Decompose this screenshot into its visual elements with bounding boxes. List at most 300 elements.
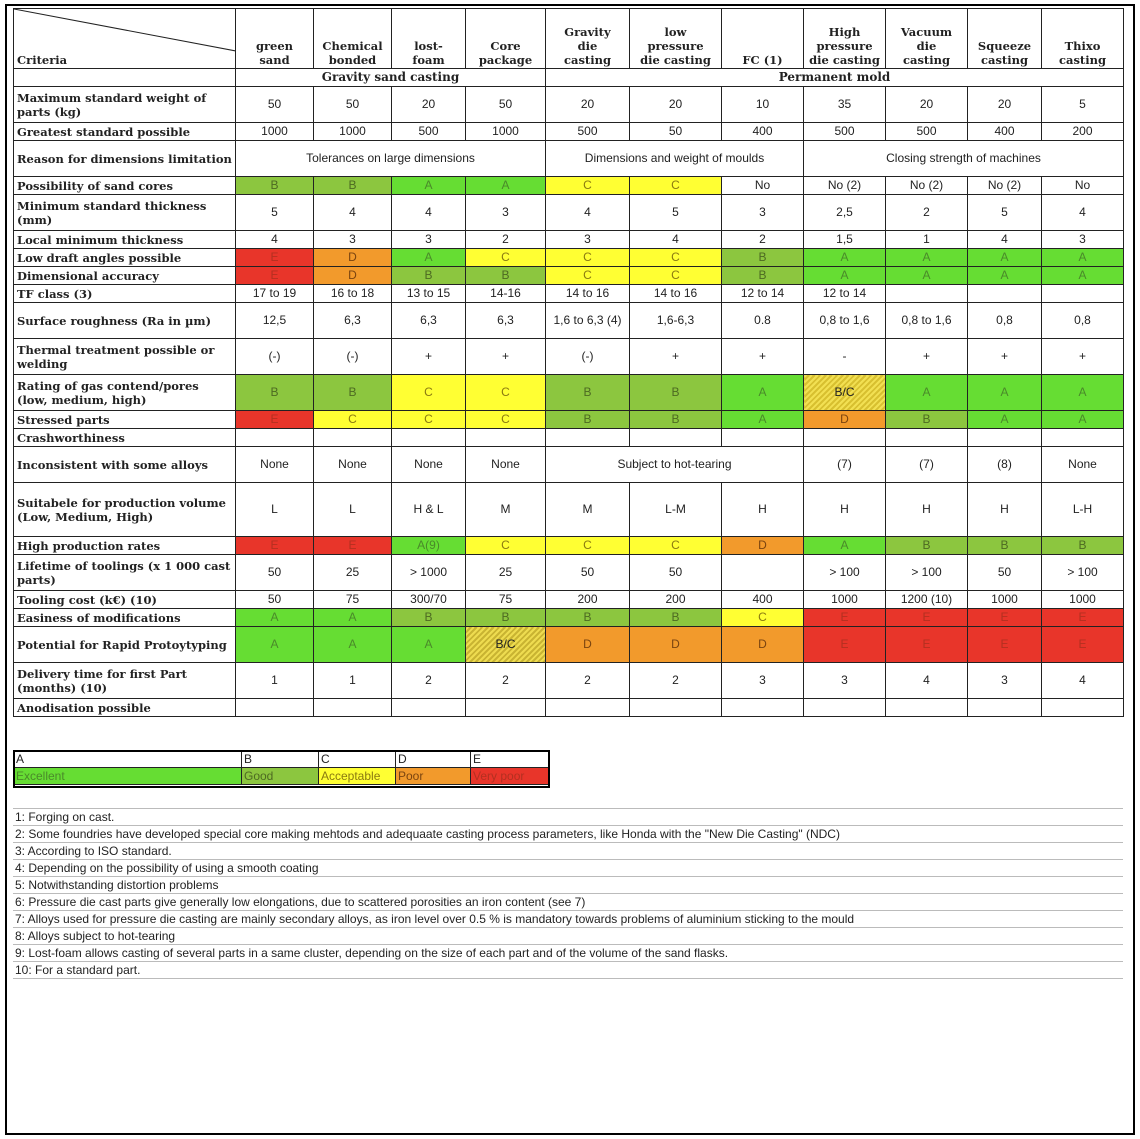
criteria-header [14, 9, 236, 69]
table-row [14, 555, 1124, 591]
value-cell: 4 [314, 195, 392, 231]
value-cell: C [630, 249, 722, 267]
value-cell: B [314, 375, 392, 411]
value-cell: D [804, 411, 886, 429]
table-row [14, 87, 1124, 123]
value-cell: 1000 [314, 123, 392, 141]
value-cell: No [722, 177, 804, 195]
criteria-cell: Maximum standard weight of parts (kg) [14, 87, 236, 123]
column-header-line: Gravity [564, 25, 611, 39]
value-cell: + [722, 339, 804, 375]
value-cell [630, 699, 722, 717]
value-cell: Subject to hot-tearing [546, 447, 804, 483]
criteria-cell: Surface roughness (Ra in µm) [14, 303, 236, 339]
criteria-cell: Reason for dimensions limitation [14, 141, 236, 177]
value-cell: C [392, 375, 466, 411]
value-cell: H [886, 483, 968, 537]
value-cell: 500 [392, 123, 466, 141]
column-header-line: High [828, 25, 861, 39]
column-header-line: Vacuum [900, 25, 953, 39]
value-cell: 3 [466, 195, 546, 231]
legend-label: Good [242, 768, 319, 785]
value-cell: 50 [630, 555, 722, 591]
table-row [14, 537, 1124, 555]
table-row [14, 663, 1124, 699]
value-cell: 13 to 15 [392, 285, 466, 303]
value-cell: 400 [722, 123, 804, 141]
legend-label: Excellent [14, 768, 242, 785]
value-cell: B [236, 375, 314, 411]
column-header-line: casting [563, 53, 611, 67]
value-cell: 12 to 14 [804, 285, 886, 303]
value-cell: H & L [392, 483, 466, 537]
legend-letter: C [319, 751, 396, 768]
column-header-line: Core [490, 39, 521, 53]
value-cell: E [1042, 609, 1124, 627]
value-cell: 1000 [466, 123, 546, 141]
value-cell: A [392, 177, 466, 195]
value-cell: (-) [314, 339, 392, 375]
value-cell: Tolerances on large dimensions [236, 141, 546, 177]
footnotes [13, 808, 1123, 979]
criteria-cell: Greatest standard possible [14, 123, 236, 141]
footnote-text: 8: Alloys subject to hot-tearing [13, 928, 1123, 945]
value-cell [1042, 699, 1124, 717]
column-header-2 [392, 9, 466, 69]
value-cell [804, 429, 886, 447]
value-cell: A [968, 267, 1042, 285]
value-cell: > 1000 [392, 555, 466, 591]
criteria-cell: Suitabele for production volume (Low, Medium, High) [14, 483, 236, 537]
value-cell: 400 [722, 591, 804, 609]
value-cell [968, 699, 1042, 717]
value-cell: B [968, 537, 1042, 555]
value-cell: 2 [392, 663, 466, 699]
criteria-cell: Crashworthiness [14, 429, 236, 447]
value-cell: (8) [968, 447, 1042, 483]
value-cell: > 100 [886, 555, 968, 591]
table-body [14, 87, 1124, 717]
value-cell: 16 to 18 [314, 285, 392, 303]
value-cell: L-M [630, 483, 722, 537]
criteria-cell: Possibility of sand cores [14, 177, 236, 195]
value-cell: D [314, 249, 392, 267]
column-header-line: foam [412, 53, 445, 67]
value-cell: 12,5 [236, 303, 314, 339]
value-cell: 3 [804, 663, 886, 699]
table-row [14, 447, 1124, 483]
value-cell: A [392, 627, 466, 663]
value-cell: 20 [886, 87, 968, 123]
value-cell: 0.8 [722, 303, 804, 339]
value-cell [546, 699, 630, 717]
value-cell: 75 [466, 591, 546, 609]
value-cell: 3 [1042, 231, 1124, 249]
value-cell: 3 [392, 231, 466, 249]
group-row [14, 69, 1124, 87]
value-cell: B [886, 537, 968, 555]
table-row [14, 249, 1124, 267]
value-cell: 6,3 [392, 303, 466, 339]
table-row [14, 123, 1124, 141]
table-row [14, 699, 1124, 717]
value-cell: B [546, 609, 630, 627]
criteria-cell: Lifetime of toolings (x 1 000 cast parts) [14, 555, 236, 591]
column-header-line: casting [980, 53, 1028, 67]
footnote-row [13, 962, 1123, 979]
value-cell: 3 [546, 231, 630, 249]
value-cell: C [546, 249, 630, 267]
value-cell: 3 [722, 195, 804, 231]
value-cell: A [1042, 411, 1124, 429]
table-row [14, 429, 1124, 447]
value-cell: 2 [630, 663, 722, 699]
value-cell: 1000 [968, 591, 1042, 609]
value-cell [466, 699, 546, 717]
value-cell: D [546, 627, 630, 663]
column-header-line: die [577, 39, 598, 53]
value-cell: C [392, 411, 466, 429]
table-row [14, 339, 1124, 375]
footnote-text: 9: Lost-foam allows casting of several parts in a same cluster, depending on the size of each part and of the volume of the sand flasks. [13, 945, 1123, 962]
value-cell: A [236, 627, 314, 663]
value-cell: 300/70 [392, 591, 466, 609]
value-cell: A [968, 411, 1042, 429]
value-cell: A [968, 375, 1042, 411]
criteria-cell: Potential for Rapid Protoytyping [14, 627, 236, 663]
column-header-8 [886, 9, 968, 69]
value-cell: 50 [968, 555, 1042, 591]
value-cell [722, 555, 804, 591]
value-cell: B [630, 411, 722, 429]
value-cell: 6,3 [466, 303, 546, 339]
value-cell: E [314, 537, 392, 555]
value-cell: 25 [466, 555, 546, 591]
value-cell: 1,5 [804, 231, 886, 249]
value-cell: 50 [236, 555, 314, 591]
value-cell: 17 to 19 [236, 285, 314, 303]
value-cell: A [722, 375, 804, 411]
value-cell: C [466, 375, 546, 411]
value-cell: 5 [630, 195, 722, 231]
value-cell: None [1042, 447, 1124, 483]
value-cell: 200 [630, 591, 722, 609]
criteria-cell: Stressed parts [14, 411, 236, 429]
value-cell [314, 699, 392, 717]
value-cell: H [722, 483, 804, 537]
footnote-text: 6: Pressure die cast parts give generally low elongations, due to scattered porosities an iron content (see 7) [13, 894, 1123, 911]
footnote-text: 2: Some foundries have developed special core making mehtods and adequaate casting process parameters, like Honda with the "New Die Casting" (NDC) [13, 826, 1123, 843]
value-cell: No [1042, 177, 1124, 195]
value-cell: A [968, 249, 1042, 267]
value-cell: 3 [314, 231, 392, 249]
value-cell: None [236, 447, 314, 483]
table-row [14, 231, 1124, 249]
value-cell: 1000 [804, 591, 886, 609]
value-cell: E [804, 627, 886, 663]
criteria-cell: Anodisation possible [14, 699, 236, 717]
value-cell: C [466, 537, 546, 555]
value-cell: 2 [466, 663, 546, 699]
value-cell: E [236, 267, 314, 285]
value-cell: B [236, 177, 314, 195]
value-cell: (-) [236, 339, 314, 375]
value-cell: 4 [886, 663, 968, 699]
value-cell: A [466, 177, 546, 195]
footnote-row [13, 945, 1123, 962]
value-cell [236, 699, 314, 717]
table-row [14, 267, 1124, 285]
value-cell: A [804, 267, 886, 285]
value-cell: E [968, 627, 1042, 663]
group-spacer [14, 69, 236, 87]
value-cell: D [722, 537, 804, 555]
value-cell: A [236, 609, 314, 627]
value-cell: 0,8 [968, 303, 1042, 339]
legend-letter: D [396, 751, 471, 768]
column-header-9 [968, 9, 1042, 69]
table-row [14, 285, 1124, 303]
value-cell: 1 [314, 663, 392, 699]
column-header-line: pressure [816, 39, 873, 53]
value-cell: 14 to 16 [546, 285, 630, 303]
criteria-cell: Low draft angles possible [14, 249, 236, 267]
criteria-cell: Minimum standard thickness (mm) [14, 195, 236, 231]
value-cell: 3 [722, 663, 804, 699]
value-cell: A [1042, 267, 1124, 285]
value-cell: B [392, 609, 466, 627]
value-cell: B [630, 609, 722, 627]
table-row [14, 375, 1124, 411]
column-header-line: bonded [328, 53, 377, 67]
footnote-row [13, 860, 1123, 877]
value-cell: 4 [630, 231, 722, 249]
value-cell: B/C [804, 375, 886, 411]
value-cell: B [630, 375, 722, 411]
criteria-cell: Delivery time for first Part (months) (10) [14, 663, 236, 699]
group-gravity-sand: Gravity sand casting [236, 69, 546, 87]
criteria-cell: Dimensional accuracy [14, 267, 236, 285]
value-cell: 500 [804, 123, 886, 141]
value-cell: 75 [314, 591, 392, 609]
value-cell: + [886, 339, 968, 375]
value-cell: 200 [546, 591, 630, 609]
value-cell [968, 429, 1042, 447]
legend-label: Very poor [471, 768, 549, 785]
footnote-row [13, 843, 1123, 860]
column-header-line: low [664, 25, 687, 39]
table-row [14, 177, 1124, 195]
value-cell: 0,8 to 1,6 [804, 303, 886, 339]
value-cell: B [466, 267, 546, 285]
value-cell: 2 [546, 663, 630, 699]
legend-letter: E [471, 751, 549, 768]
value-cell [886, 699, 968, 717]
value-cell: 4 [392, 195, 466, 231]
table-row [14, 195, 1124, 231]
footnote-text: 4: Depending on the possibility of using a smooth coating [13, 860, 1123, 877]
footnote-row [13, 877, 1123, 894]
value-cell: C [546, 537, 630, 555]
value-cell: + [466, 339, 546, 375]
value-cell: 14 to 16 [630, 285, 722, 303]
column-header-line: die casting [640, 53, 711, 67]
criteria-cell: Tooling cost (k€) (10) [14, 591, 236, 609]
value-cell: L [314, 483, 392, 537]
value-cell: E [804, 609, 886, 627]
value-cell: A [314, 609, 392, 627]
value-cell: C [546, 177, 630, 195]
value-cell: H [968, 483, 1042, 537]
value-cell [886, 429, 968, 447]
column-header-line: sand [259, 53, 290, 67]
value-cell: E [886, 609, 968, 627]
value-cell: 4 [236, 231, 314, 249]
value-cell: > 100 [1042, 555, 1124, 591]
value-cell: B [392, 267, 466, 285]
footnote-row [13, 928, 1123, 945]
value-cell: 20 [968, 87, 1042, 123]
value-cell: 4 [968, 231, 1042, 249]
value-cell: 1,6 to 6,3 (4) [546, 303, 630, 339]
value-cell: C [466, 249, 546, 267]
column-header-6 [722, 9, 804, 69]
value-cell: D [722, 627, 804, 663]
value-cell [466, 429, 546, 447]
column-header-line: Squeeze [977, 39, 1032, 53]
value-cell: 2 [722, 231, 804, 249]
value-cell: 4 [546, 195, 630, 231]
value-cell: 5 [1042, 87, 1124, 123]
footnote-text: 10: For a standard part. [13, 962, 1123, 979]
value-cell: 400 [968, 123, 1042, 141]
value-cell: E [236, 411, 314, 429]
footnote-row [13, 826, 1123, 843]
footnote-row [13, 894, 1123, 911]
value-cell: 50 [630, 123, 722, 141]
value-cell: 5 [236, 195, 314, 231]
value-cell: 50 [546, 555, 630, 591]
value-cell: C [466, 411, 546, 429]
criteria-cell: Rating of gas contend/pores (low, medium, high) [14, 375, 236, 411]
value-cell: E [236, 249, 314, 267]
value-cell [546, 429, 630, 447]
value-cell: A [392, 249, 466, 267]
criteria-cell: Easiness of modifications [14, 609, 236, 627]
value-cell: 0,8 to 1,6 [886, 303, 968, 339]
value-cell: B [1042, 537, 1124, 555]
document-frame [5, 4, 1135, 1135]
value-cell: A [886, 375, 968, 411]
column-header-line: Thixo [1064, 39, 1101, 53]
value-cell: B [466, 609, 546, 627]
value-cell: > 100 [804, 555, 886, 591]
value-cell: A [804, 249, 886, 267]
value-cell: Dimensions and weight of moulds [546, 141, 804, 177]
value-cell: C [722, 609, 804, 627]
value-cell [1042, 429, 1124, 447]
value-cell: 20 [546, 87, 630, 123]
column-header-line: casting [902, 53, 950, 67]
value-cell: 14-16 [466, 285, 546, 303]
column-header-line: Chemical [322, 39, 383, 53]
value-cell: 50 [314, 87, 392, 123]
value-cell: E [968, 609, 1042, 627]
value-cell: Closing strength of machines [804, 141, 1124, 177]
value-cell: D [630, 627, 722, 663]
column-header-line: green [255, 39, 294, 53]
value-cell: 4 [1042, 663, 1124, 699]
value-cell: No (2) [804, 177, 886, 195]
column-header-0 [236, 9, 314, 69]
value-cell [968, 285, 1042, 303]
value-cell: C [630, 267, 722, 285]
value-cell: 0,8 [1042, 303, 1124, 339]
footnote-row [13, 911, 1123, 928]
criteria-label: Criteria [17, 53, 68, 67]
value-cell: 6,3 [314, 303, 392, 339]
legend-label: Poor [396, 768, 471, 785]
value-cell: 3 [968, 663, 1042, 699]
value-cell [236, 429, 314, 447]
table-row [14, 591, 1124, 609]
value-cell: None [392, 447, 466, 483]
value-cell: 10 [722, 87, 804, 123]
value-cell: 20 [392, 87, 466, 123]
value-cell: A [1042, 375, 1124, 411]
value-cell: 20 [630, 87, 722, 123]
value-cell: None [314, 447, 392, 483]
value-cell [886, 285, 968, 303]
table-row [14, 141, 1124, 177]
value-cell: E [1042, 627, 1124, 663]
legend-letter: B [242, 751, 319, 768]
value-cell: L-H [1042, 483, 1124, 537]
value-cell [722, 699, 804, 717]
value-cell: (7) [804, 447, 886, 483]
value-cell: 1 [886, 231, 968, 249]
footnote-row [13, 809, 1123, 826]
value-cell: 12 to 14 [722, 285, 804, 303]
column-header-line: pressure [647, 39, 704, 53]
legend-letters-row [14, 751, 549, 768]
legend-table [13, 750, 549, 785]
group-permanent-mold: Permanent mold [546, 69, 1124, 87]
column-header-5 [630, 9, 722, 69]
value-cell: C [546, 267, 630, 285]
value-cell: 5 [968, 195, 1042, 231]
criteria-cell: TF class (3) [14, 285, 236, 303]
value-cell: 2 [886, 195, 968, 231]
header-row [14, 9, 1124, 69]
footnote-text: 5: Notwithstanding distortion problems [13, 877, 1123, 894]
value-cell: B [722, 249, 804, 267]
value-cell: B [722, 267, 804, 285]
legend-labels-row [14, 768, 549, 785]
value-cell: 500 [546, 123, 630, 141]
value-cell: C [630, 177, 722, 195]
value-cell: B [546, 411, 630, 429]
value-cell [392, 429, 466, 447]
value-cell: 50 [236, 591, 314, 609]
value-cell: 2,5 [804, 195, 886, 231]
value-cell: 1000 [236, 123, 314, 141]
value-cell: + [630, 339, 722, 375]
comparison-table [13, 8, 1124, 717]
value-cell: 200 [1042, 123, 1124, 141]
criteria-cell: Local minimum thickness [14, 231, 236, 249]
legend-letter: A [14, 751, 242, 768]
